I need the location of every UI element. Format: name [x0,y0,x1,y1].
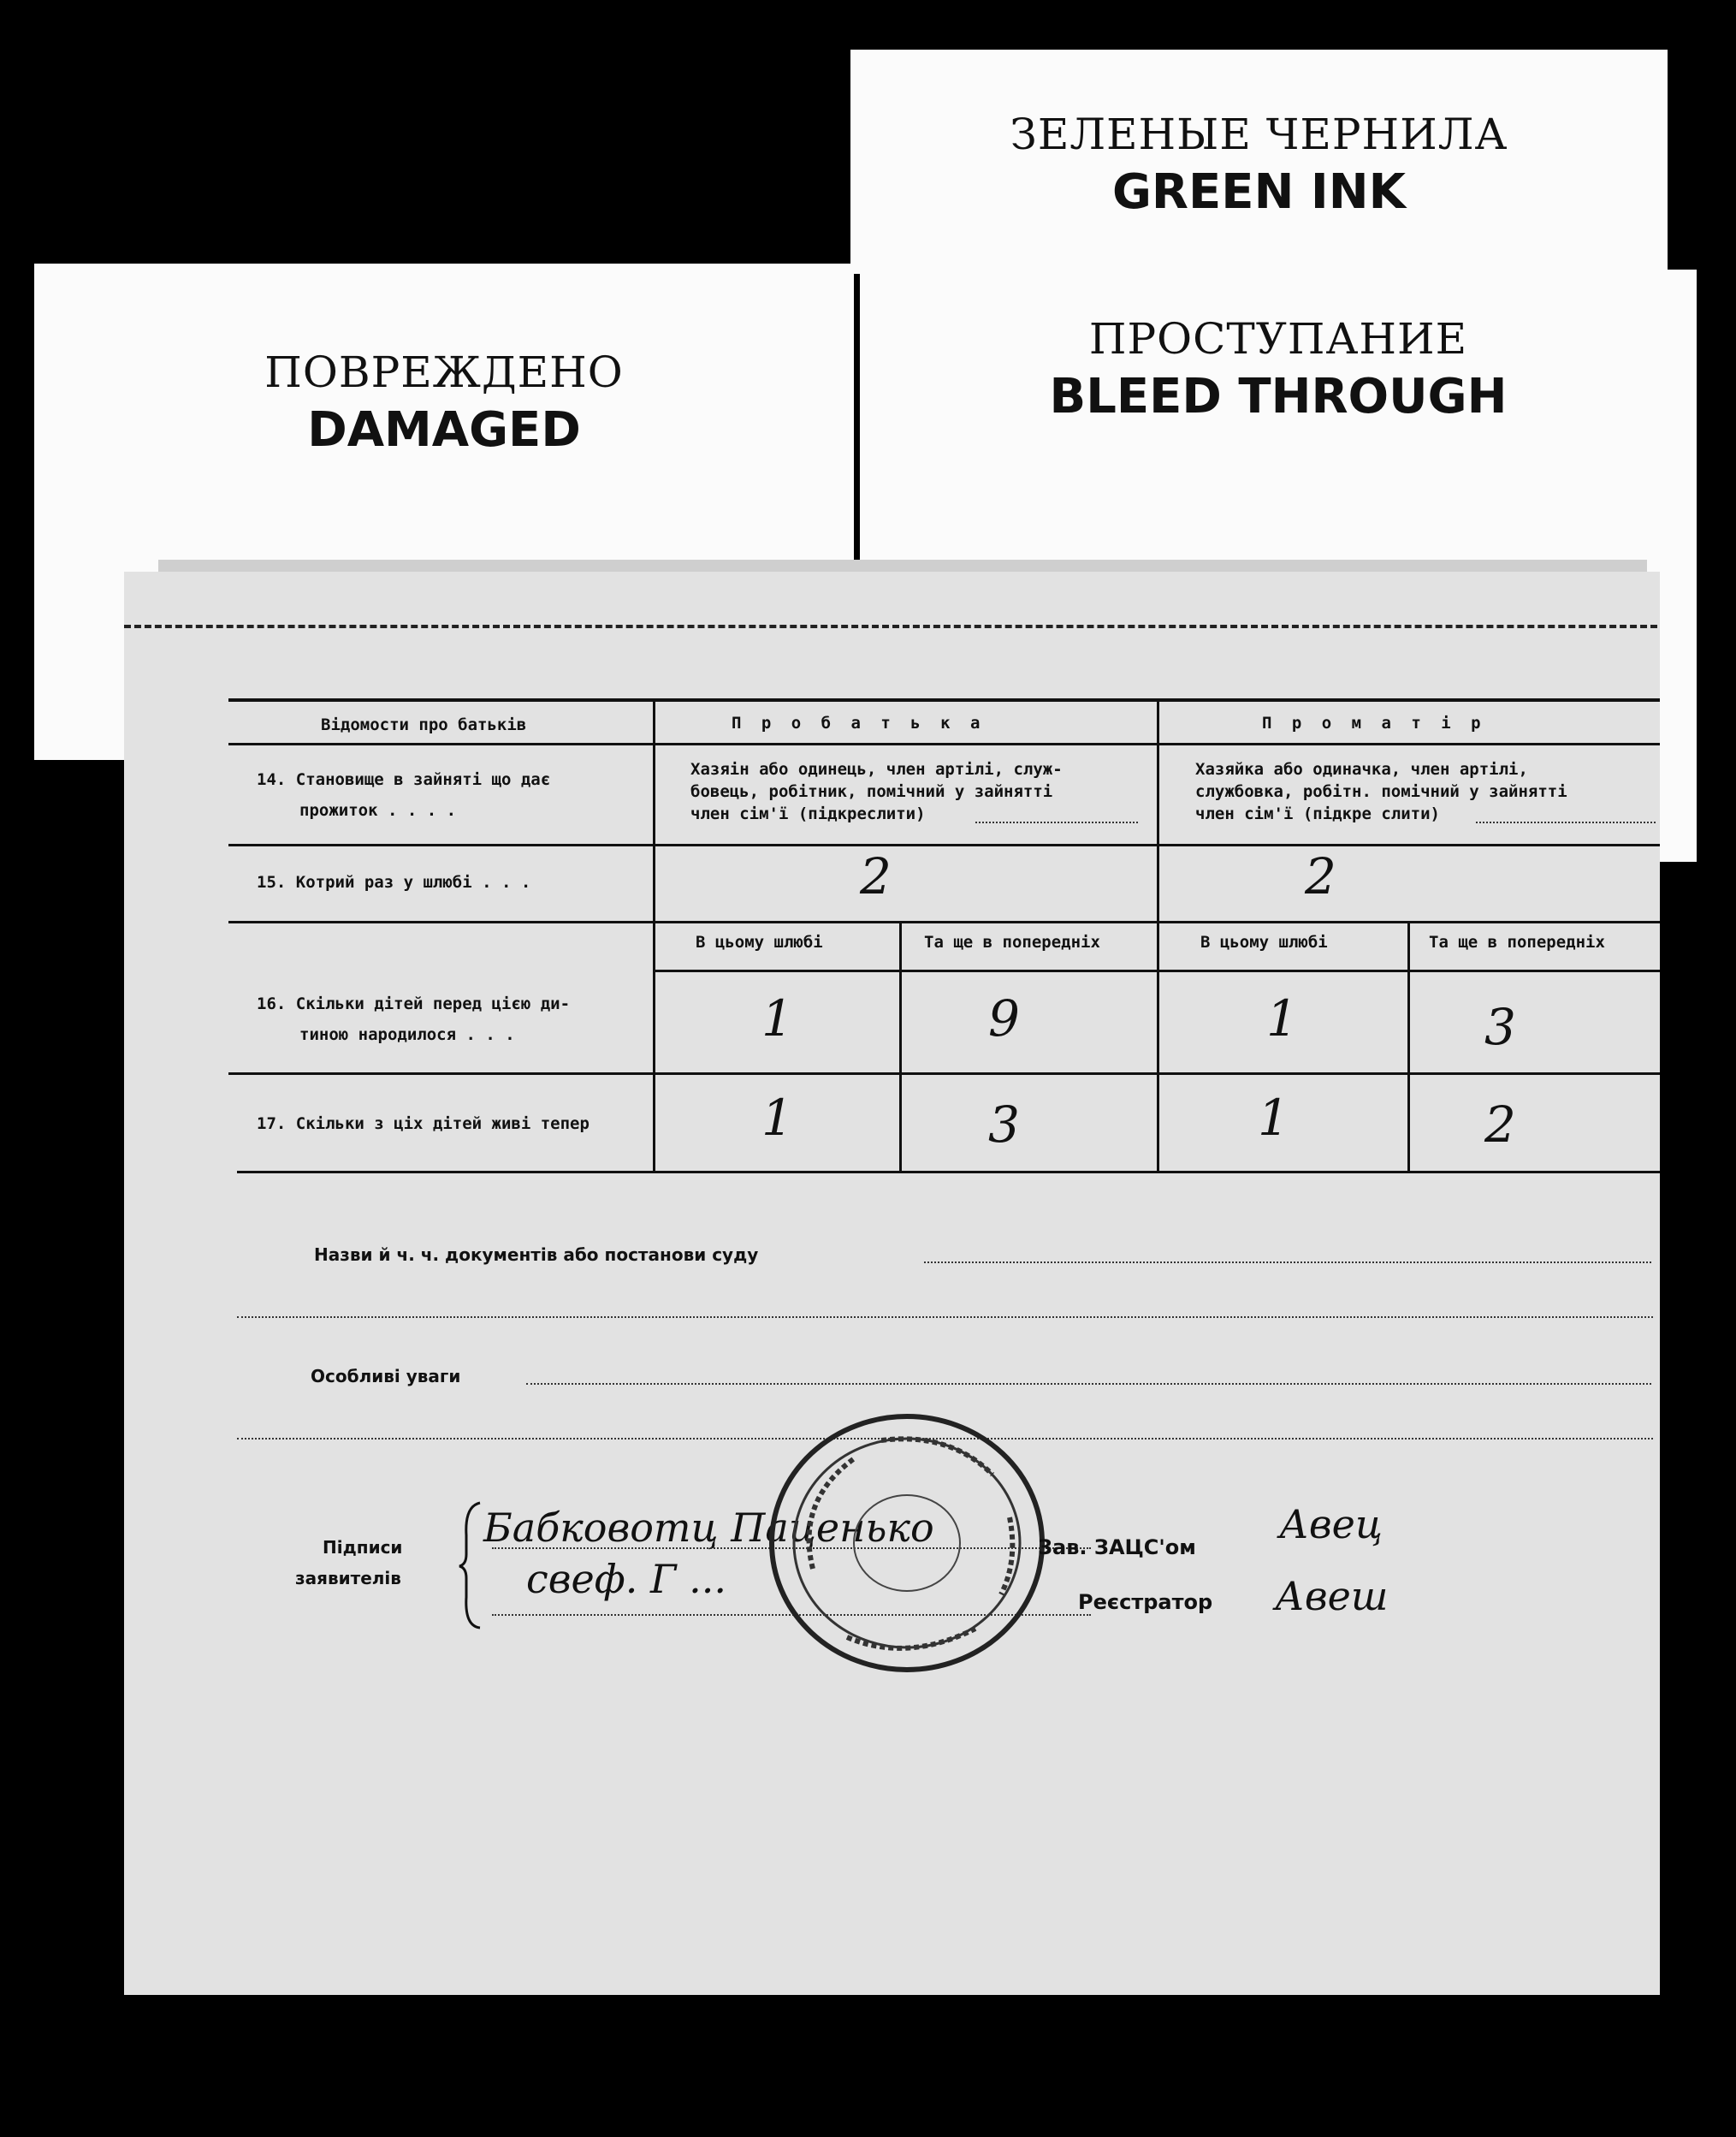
row17-value-2: 3 [988,1095,1020,1154]
row16-label-1: 16. Скільки дітей перед цією ди- [257,994,571,1013]
applicant-signature-2: свеф. Г ... [526,1556,726,1602]
row14-label-1: 14. Становище в зайняті що дає [257,770,551,789]
table-top-border [228,698,1660,702]
bleed-through-en: BLEED THROUGH [1049,369,1508,424]
col-divider-father [899,923,902,1171]
sheet-edge [158,560,1647,572]
row14-mother-dots [1476,822,1656,823]
subheader-this-marriage-father: В цьому шлюбі [696,933,823,952]
remarks-line [526,1383,1651,1385]
damaged-en: DAMAGED [307,402,581,458]
applicant-signature-1: Бабковотц Паценько [483,1505,934,1551]
green-ink-en: GREEN INK [1111,164,1407,220]
row14-father-3: член сім'ї (підкреслити) [690,804,926,823]
row14-mother-1: Хазяйка або одиначка, член артілі, [1195,760,1528,779]
documents-line-2 [237,1316,1653,1318]
subheader-previous-mother: Та ще в попередніх [1429,933,1605,952]
col-divider-mother [1407,923,1410,1171]
row14-label-2: прожиток . . . . [299,801,457,820]
row16-value-1: 1 [761,989,793,1048]
subheader-this-marriage-mother: В цьому шлюбі [1200,933,1328,952]
row15-father-value: 2 [860,847,892,905]
row15-mother-value: 2 [1305,847,1336,905]
remarks-label: Особливі уваги [311,1366,461,1386]
row14-father-1: Хазяін або одинець, член артілі, служ- [690,760,1063,779]
header-mother: П р о м а т і р [1262,714,1486,733]
table-header-border [228,743,1660,745]
bleed-through-ru: ПРОСТУПАНИЕ [1088,314,1468,364]
row17-value-4: 2 [1484,1095,1516,1154]
head-signature: Авец [1279,1501,1383,1547]
row15-border [228,921,1660,923]
registrar-signature: Авеш [1275,1573,1389,1619]
green-ink-ru: ЗЕЛЕНЫЕ ЧЕРНИЛА [1010,110,1508,159]
row17-value-1: 1 [761,1089,793,1147]
registrar-label: Реєстратор [1078,1590,1213,1614]
signatures-label-2: заявителів [295,1568,401,1588]
row16-value-3: 1 [1266,989,1298,1048]
head-label: Зав. ЗАЦС'ом [1038,1535,1196,1559]
subheader-previous-father: Та ще в попередніх [924,933,1100,952]
col-divider-1 [653,702,655,1171]
row16-border [228,1072,1660,1075]
registry-form [124,572,1660,1995]
table-bottom-border [237,1171,1660,1173]
row14-border [228,844,1660,846]
green-ink-card [850,50,1668,274]
signature-brace [458,1501,483,1629]
signatures-label-1: Підписи [323,1537,403,1558]
documents-line [924,1261,1651,1263]
row16-value-2: 9 [988,989,1020,1048]
header-parents-info: Відомости про батьків [321,715,527,734]
row16-value-4: 3 [1484,998,1516,1056]
col-divider-2 [1157,702,1159,1171]
perforation-line [124,625,1657,628]
row14-father-2: бовець, робітник, помічний у зайнятті [690,782,1053,801]
row17-label: 17. Скільки з ціх дітей живі тепер [257,1114,590,1133]
row14-mother-2: службовка, робітн. помічний у зайнятті [1195,782,1567,801]
header-father: П р о б а т ь к а [732,714,986,733]
documents-label: Назви й ч. ч. документів або постанови суду [314,1244,759,1265]
row14-father-dots [975,822,1138,823]
row15-label: 15. Котрий раз у шлюбі . . . [257,873,531,892]
row14-mother-3: член сім'ї (підкре слити) [1195,804,1440,823]
row16-label-2: тиною народилося . . . [299,1025,515,1044]
official-stamp [761,1406,1052,1680]
row17-value-3: 1 [1258,1089,1289,1147]
damaged-ru: ПОВРЕЖДЕНО [264,347,624,397]
